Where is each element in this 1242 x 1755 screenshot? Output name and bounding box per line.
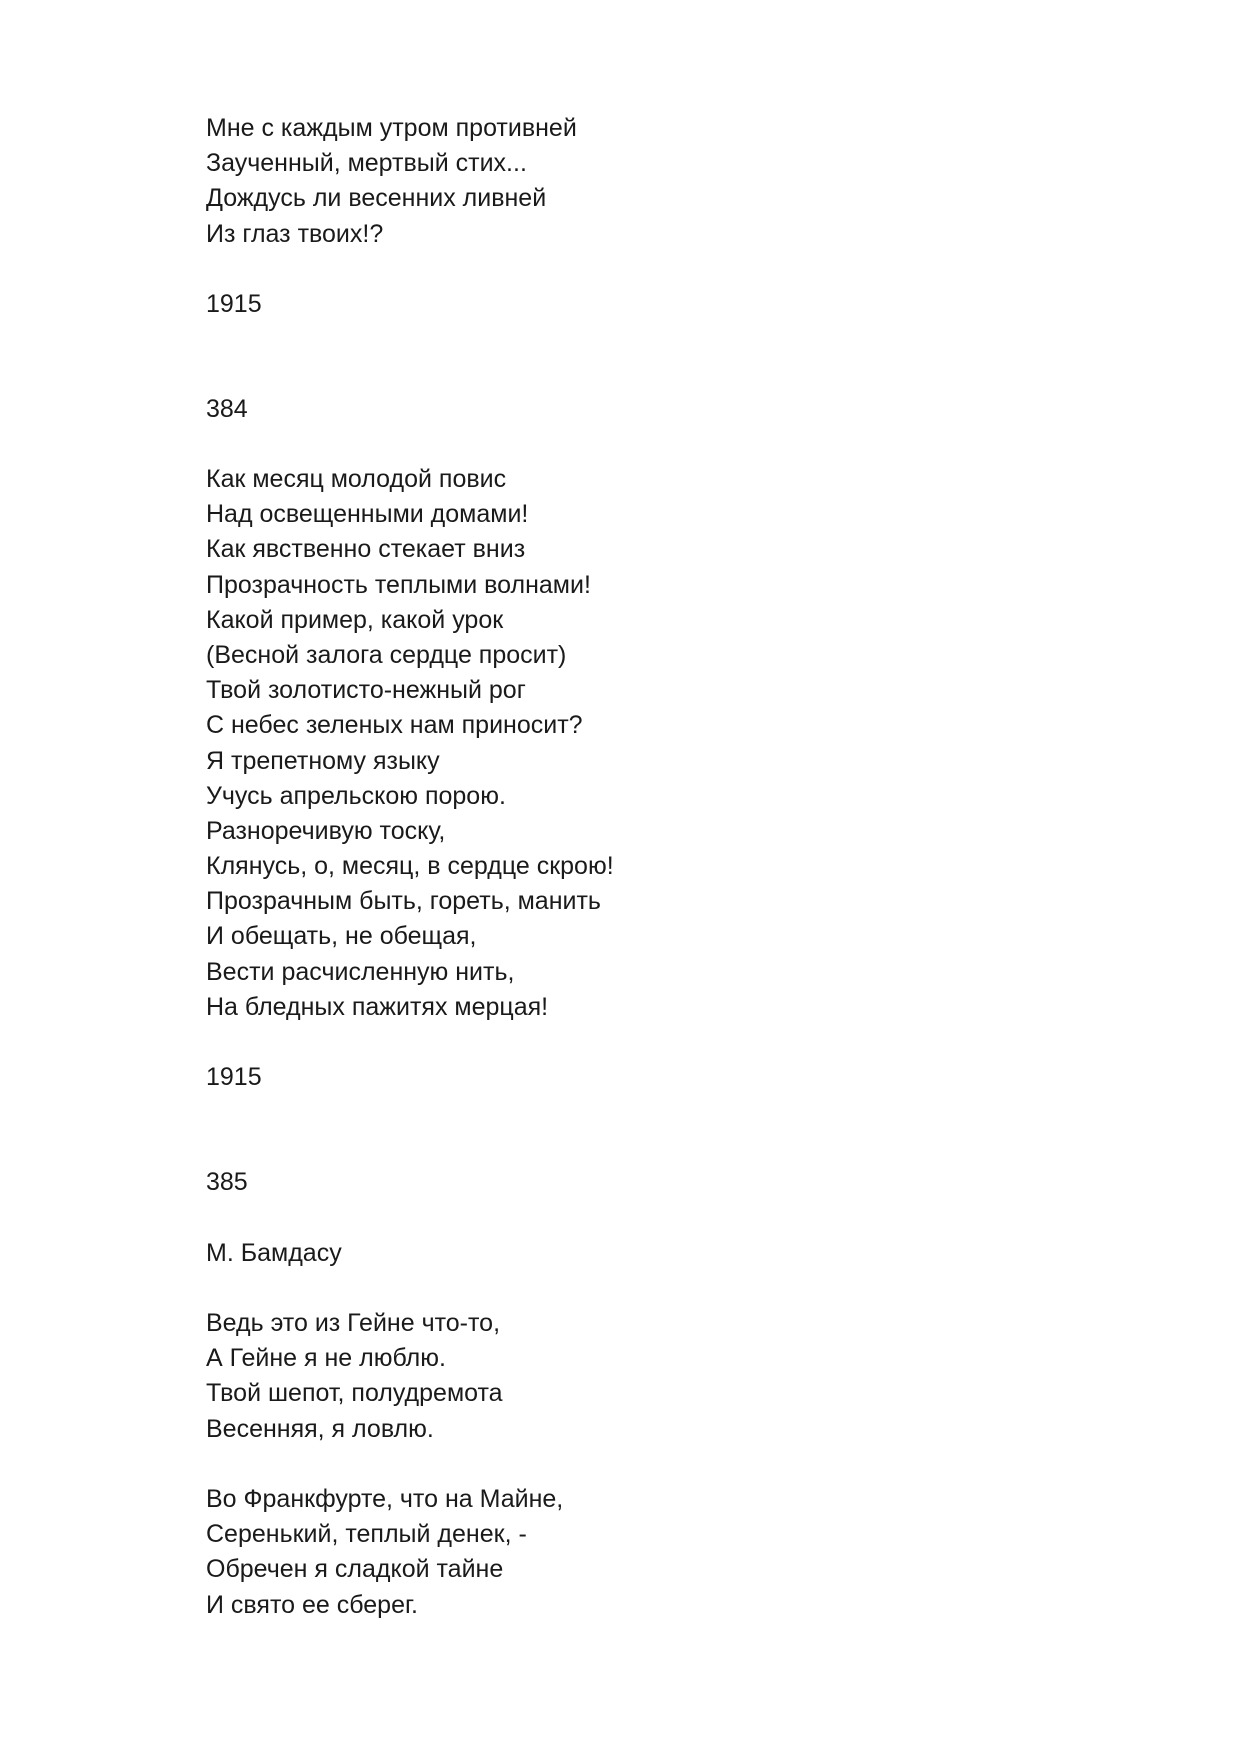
poem-385-number-block <box>206 1165 248 1200</box>
poem-line: Из глаз твоих!? <box>206 219 384 248</box>
poem-line: Мне с каждым утром противней <box>206 114 577 142</box>
poem-line: Прозрачным быть, гореть, манить <box>206 887 601 916</box>
poem-line: Над освещенными домами! <box>206 500 529 529</box>
poem-384-number-block <box>206 392 248 427</box>
poem-line: Как месяц молодой повис <box>206 465 507 493</box>
poem-line: Какой пример, какой урок <box>206 605 504 634</box>
poem-line: На бледных пажитях мерцая! <box>206 992 549 1021</box>
poem-384-date-block <box>206 1060 262 1095</box>
poem-line: Учусь апрельскою порою. <box>206 781 506 810</box>
poem-line: Твой шепот, полудремота <box>206 1379 503 1408</box>
poem-line: Вести расчисленную нить, <box>206 957 515 986</box>
poem-line: Разноречивую тоску, <box>206 816 446 845</box>
poem-line: И свято ее сберег. <box>206 1590 418 1619</box>
poem-line: Весенняя, я ловлю. <box>206 1414 434 1443</box>
poem-line: И обещать, не обещая, <box>206 922 477 951</box>
poem-384-date: 1915 <box>206 1063 262 1091</box>
poem-385-dedication: М. Бамдасу <box>206 1239 342 1267</box>
poem-line: А Гейне я не люблю. <box>206 1344 446 1373</box>
poem-line: Я трепетному языку <box>206 746 440 775</box>
poem-line: Ведь это из Гейне что-то, <box>206 1309 501 1337</box>
poem-384-number: 384 <box>206 395 248 423</box>
poem-line: Твой золотисто-нежный рог <box>206 676 526 705</box>
poem-384-text <box>206 462 614 1025</box>
poem-385-stanza-1 <box>206 1306 503 1447</box>
poem-385-stanza-2 <box>206 1482 563 1623</box>
poem-line: Прозрачность теплыми волнами! <box>206 570 591 599</box>
poem-383-tail-stanza <box>206 111 577 252</box>
poem-line: (Весной залога сердце просит) <box>206 640 567 669</box>
poem-line: Заученный, мертвый стих... <box>206 149 527 178</box>
poem-line: Как явственно стекает вниз <box>206 535 526 564</box>
poem-385-dedication-block <box>206 1236 342 1271</box>
poem-line: Клянусь, о, месяц, в сердце скрою! <box>206 852 614 881</box>
poem-383-date: 1915 <box>206 290 262 318</box>
poem-383-date-block <box>206 287 262 322</box>
poem-385-number: 385 <box>206 1168 248 1196</box>
poem-line: Обречен я сладкой тайне <box>206 1555 504 1584</box>
poem-line: Дождусь ли весенних ливней <box>206 184 547 213</box>
poem-line: Серенький, теплый денек, - <box>206 1520 527 1549</box>
poem-line: Во Франкфурте, что на Майне, <box>206 1485 564 1513</box>
poem-line: С небес зеленых нам приносит? <box>206 711 583 740</box>
